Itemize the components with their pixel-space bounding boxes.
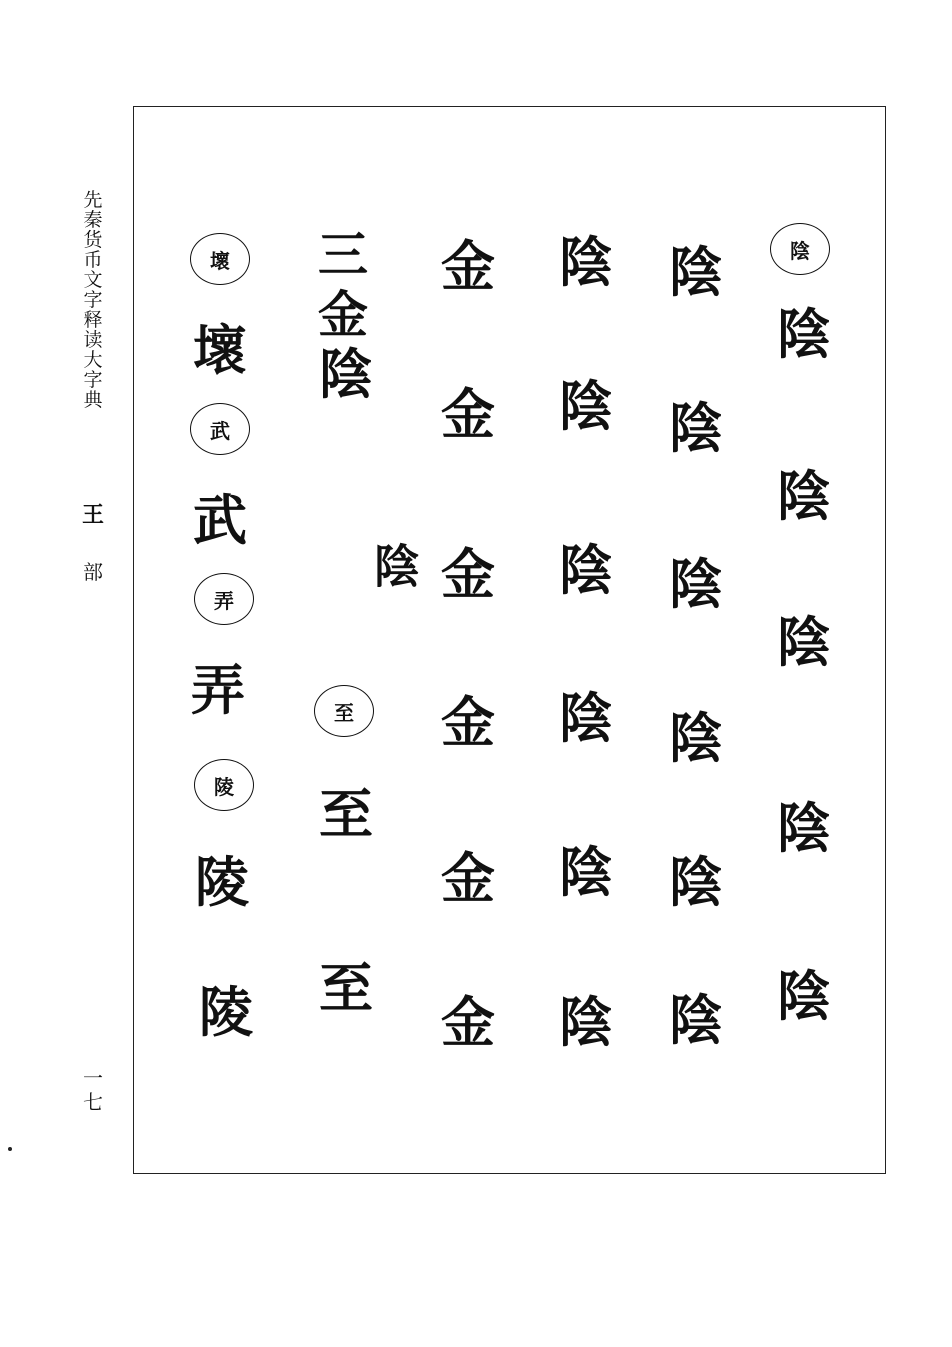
glyph: 陰 [777,610,827,674]
book-title-char: 典 [83,389,103,411]
glyph-column-4 [534,107,634,1173]
glyph: 至 [319,956,369,1020]
glyph: 陰 [669,552,719,616]
glyph: 至 [319,782,369,846]
glyph: 陰 [777,464,827,528]
entry-head-zhi: 至 [314,685,374,737]
book-title-char: 读 [83,329,103,351]
glyph: 陰 [559,538,609,602]
page-number-char: 七 [83,1090,103,1114]
glyph: 陰 [669,396,719,460]
book-title [80,190,106,410]
glyph-with-repetition-mark: 三金 [318,225,370,344]
glyph-column-1 [174,107,274,1173]
glyph-column-5 [644,107,744,1173]
book-title-char: 货 [83,229,103,251]
scan-speck [8,1147,12,1151]
glyph: 陰 [559,374,609,438]
book-title-char: 秦 [83,209,103,231]
glyph: 弄 [191,658,241,722]
entry-head-ling: 陵 [194,759,254,811]
entry-head-yin: 陰 [770,223,830,275]
glyph: 陰 [777,302,827,366]
book-title-char: 释 [83,309,103,331]
page-number-char: 一 [83,1066,103,1090]
book-title-char: 先 [83,189,103,211]
glyph: 陰 [669,850,719,914]
entry-head-nong: 弄 [194,573,254,625]
glyph: 陰 [669,706,719,770]
glyph: 金 [441,690,491,754]
page-number [80,1066,106,1114]
entry-head-huai: 壞 [190,233,250,285]
book-title-char: 字 [83,369,103,391]
glyph-column-6 [752,107,852,1173]
glyph: 陰 [319,342,369,406]
glyph: 陰 [559,990,609,1054]
glyph: 陵 [199,980,249,1044]
book-title-char: 大 [83,349,103,371]
glyph-column-3 [416,107,516,1173]
glyph-column-2 [294,107,421,1173]
glyph: 金 [441,846,491,910]
glyph: 陰 [559,686,609,750]
glyph: 陰 [669,988,719,1052]
glyph: 陰 [777,796,827,860]
entry-head-wu: 武 [190,403,250,455]
glyph: 壞 [193,318,243,382]
glyph-frame [133,106,886,1174]
book-title-char: 币 [83,249,103,271]
glyph: 金 [441,382,491,446]
glyph: 陵 [195,850,245,914]
glyph: 金 [441,234,491,298]
glyph: 陰 [559,840,609,904]
glyph: 武 [193,488,243,552]
glyph: 陰 [367,542,421,584]
glyph: 金 [441,990,491,1054]
book-title-char: 字 [83,289,103,311]
glyph: 陰 [559,230,609,294]
glyph: 陰 [669,240,719,304]
book-title-char: 文 [83,269,103,291]
glyph: 金 [441,542,491,606]
section-radical: 王 [81,502,104,528]
glyph: 陰 [777,964,827,1028]
section-label: 部 [83,560,103,584]
